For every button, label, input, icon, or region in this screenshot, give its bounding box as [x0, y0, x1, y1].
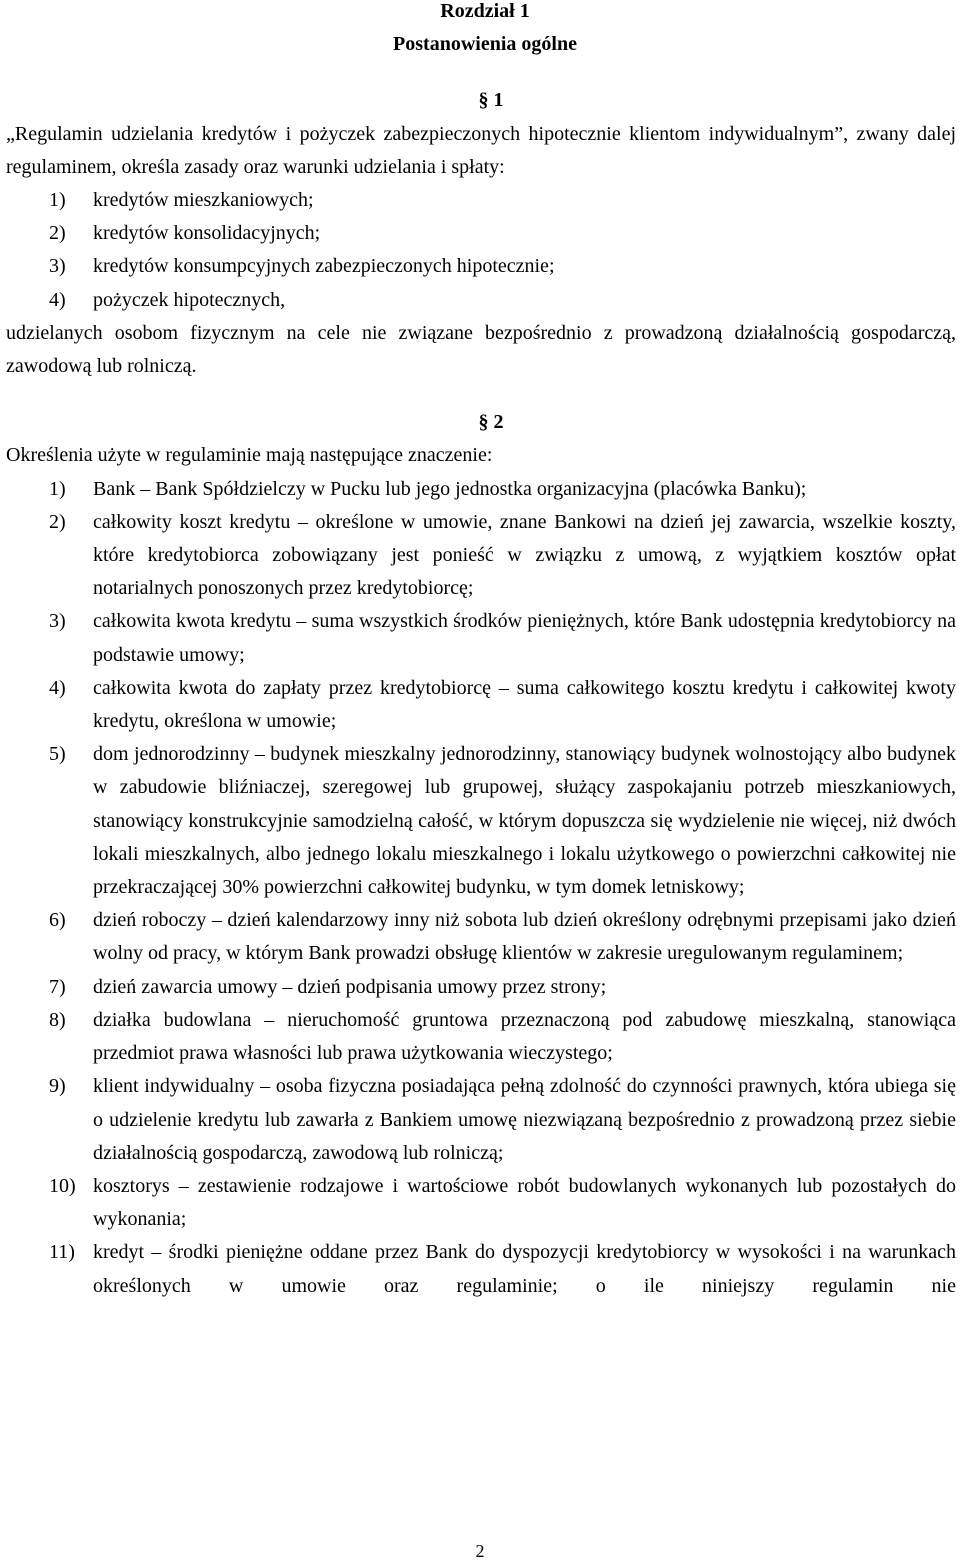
list-item — [6, 672, 956, 738]
list-item — [6, 1236, 956, 1302]
list-item — [6, 184, 956, 217]
list-item — [6, 217, 956, 250]
item-number: 10) — [49, 1174, 76, 1197]
item-text: całkowity koszt kredytu – określone w umowie, znane Bankowi na dzień jej zawarcia, wszelkie koszty, które kredytobiorca zobowiązany jest ponieść w związku z umową, z wyjątkiem kosztów opłat notarialnych ponoszonych przez kredytobiorcę; — [93, 510, 956, 600]
list-item — [6, 1170, 956, 1236]
list-item — [6, 284, 956, 317]
item-text: dom jednorodzinny – budynek mieszkalny jednorodzinny, stanowiący budynek wolnostojący albo budynek w zabudowie bliźniaczej, szeregowej lub grupowej, służący zaspokajaniu potrzeb mieszkaniowych, stanowiący konstrukcyjnie samodzielną całość, w którym dopuszcza się wydzielenie nie więcej, niż dwóch lokali mieszkalnych, albo jednego lokalu mieszkalnego i lokalu użytkowego o powierzchni całkowitej nie przekraczającej 30% powierzchni całkowitej budynku, w tym domek letniskowy; — [93, 743, 956, 899]
item-text: kredytów konsolidacyjnych; — [93, 222, 321, 245]
section-2-definitions-list — [6, 473, 956, 1303]
item-number: 1) — [49, 477, 66, 500]
list-item — [6, 738, 956, 904]
section-1-outro: udzielanych osobom fizycznym na cele nie związane bezpośrednio z prowadzoną działalnością gospodarczą, zawodową lub rolniczą. — [6, 321, 956, 378]
item-text: pożyczek hipotecznych, — [93, 288, 286, 311]
list-item — [6, 473, 956, 506]
item-text: kosztorys – zestawienie rodzajowe i wartościowe robót budowlanych wykonanych lub pozostałych do wykonania; — [93, 1174, 956, 1231]
section-heading-2: § 2 — [478, 411, 504, 434]
item-number: 4) — [49, 676, 66, 699]
chapter-title: Postanowienia ogólne — [393, 33, 577, 56]
item-text: działka budowlana – nieruchomość gruntowa przeznaczoną pod zabudowę mieszkalną, stanowiąca przedmiot prawa własności lub prawa użytkowania wieczystego; — [93, 1008, 956, 1065]
list-item — [6, 904, 956, 970]
item-text: całkowita kwota kredytu – suma wszystkich środków pieniężnych, które Bank udostępnia kredytobiorcy na podstawie umowy; — [93, 610, 956, 666]
item-number: 5) — [49, 743, 66, 766]
section-1-list — [6, 184, 956, 317]
item-text: Bank – Bank Spółdzielczy w Pucku lub jego jednostka organizacyjna (placówka Banku); — [93, 477, 807, 500]
item-text: całkowita kwota do zapłaty przez kredytobiorcę – suma całkowitego kosztu kredytu i całkowitej kwoty kredytu, określona w umowie; — [93, 676, 956, 733]
item-number: 4) — [49, 288, 66, 311]
document-page — [6, 0, 956, 1303]
list-item — [6, 250, 956, 283]
item-text: dzień roboczy – dzień kalendarzowy inny niż sobota lub dzień określony odrębnymi przepisami jako dzień wolny od pracy, w którym Bank prowadzi obsługę klientów w zakresie uregulowanym regulaminem; — [93, 909, 956, 965]
item-number: 2) — [49, 510, 66, 533]
item-number: 7) — [49, 975, 66, 998]
item-number: 1) — [49, 189, 66, 212]
section-2-intro: Określenia użyte w regulaminie mają następujące znaczenie: — [6, 444, 493, 467]
item-number: 3) — [49, 255, 66, 278]
item-text: klient indywidualny – osoba fizyczna posiadająca pełną zdolność do czynności prawnych, która ubiega się o udzielenie kredytu lub zawarła z Bankiem umowę niezwiązaną bezpośrednio z prowadzoną przez siebie działalnością gospodarczą, zawodową lub rolniczą; — [93, 1075, 956, 1164]
item-text: dzień zawarcia umowy – dzień podpisania umowy przez strony; — [93, 975, 607, 998]
item-number: 8) — [49, 1008, 66, 1031]
item-text: kredytów konsumpcyjnych zabezpieczonych hipotecznie; — [93, 255, 555, 278]
item-number: 9) — [49, 1075, 66, 1098]
section-heading-1: § 1 — [478, 89, 504, 112]
list-item — [6, 1004, 956, 1070]
chapter-number: Rozdział 1 — [440, 0, 530, 22]
item-text: kredyt – środki pieniężne oddane przez Bank do dyspozycji kredytobiorcy w wysokości i na warunkach określonych w umowie oraz regulaminie; o ile niniejszy regulamin nie — [93, 1241, 956, 1297]
item-number: 11) — [49, 1241, 75, 1264]
list-item — [6, 971, 956, 1004]
item-number: 6) — [49, 909, 66, 932]
item-text: kredytów mieszkaniowych; — [93, 189, 314, 212]
item-number: 3) — [49, 610, 66, 633]
item-number: 2) — [49, 222, 66, 245]
page-number: 2 — [475, 1541, 485, 1561]
section-1-intro: „Regulamin udzielania kredytów i pożyczek zabezpieczonych hipotecznie klientom indywidualnym”, zwany dalej regulaminem, określa zasady oraz warunki udzielania i spłaty: — [6, 122, 956, 178]
list-item — [6, 605, 956, 671]
list-item — [6, 506, 956, 606]
list-item — [6, 1070, 956, 1170]
